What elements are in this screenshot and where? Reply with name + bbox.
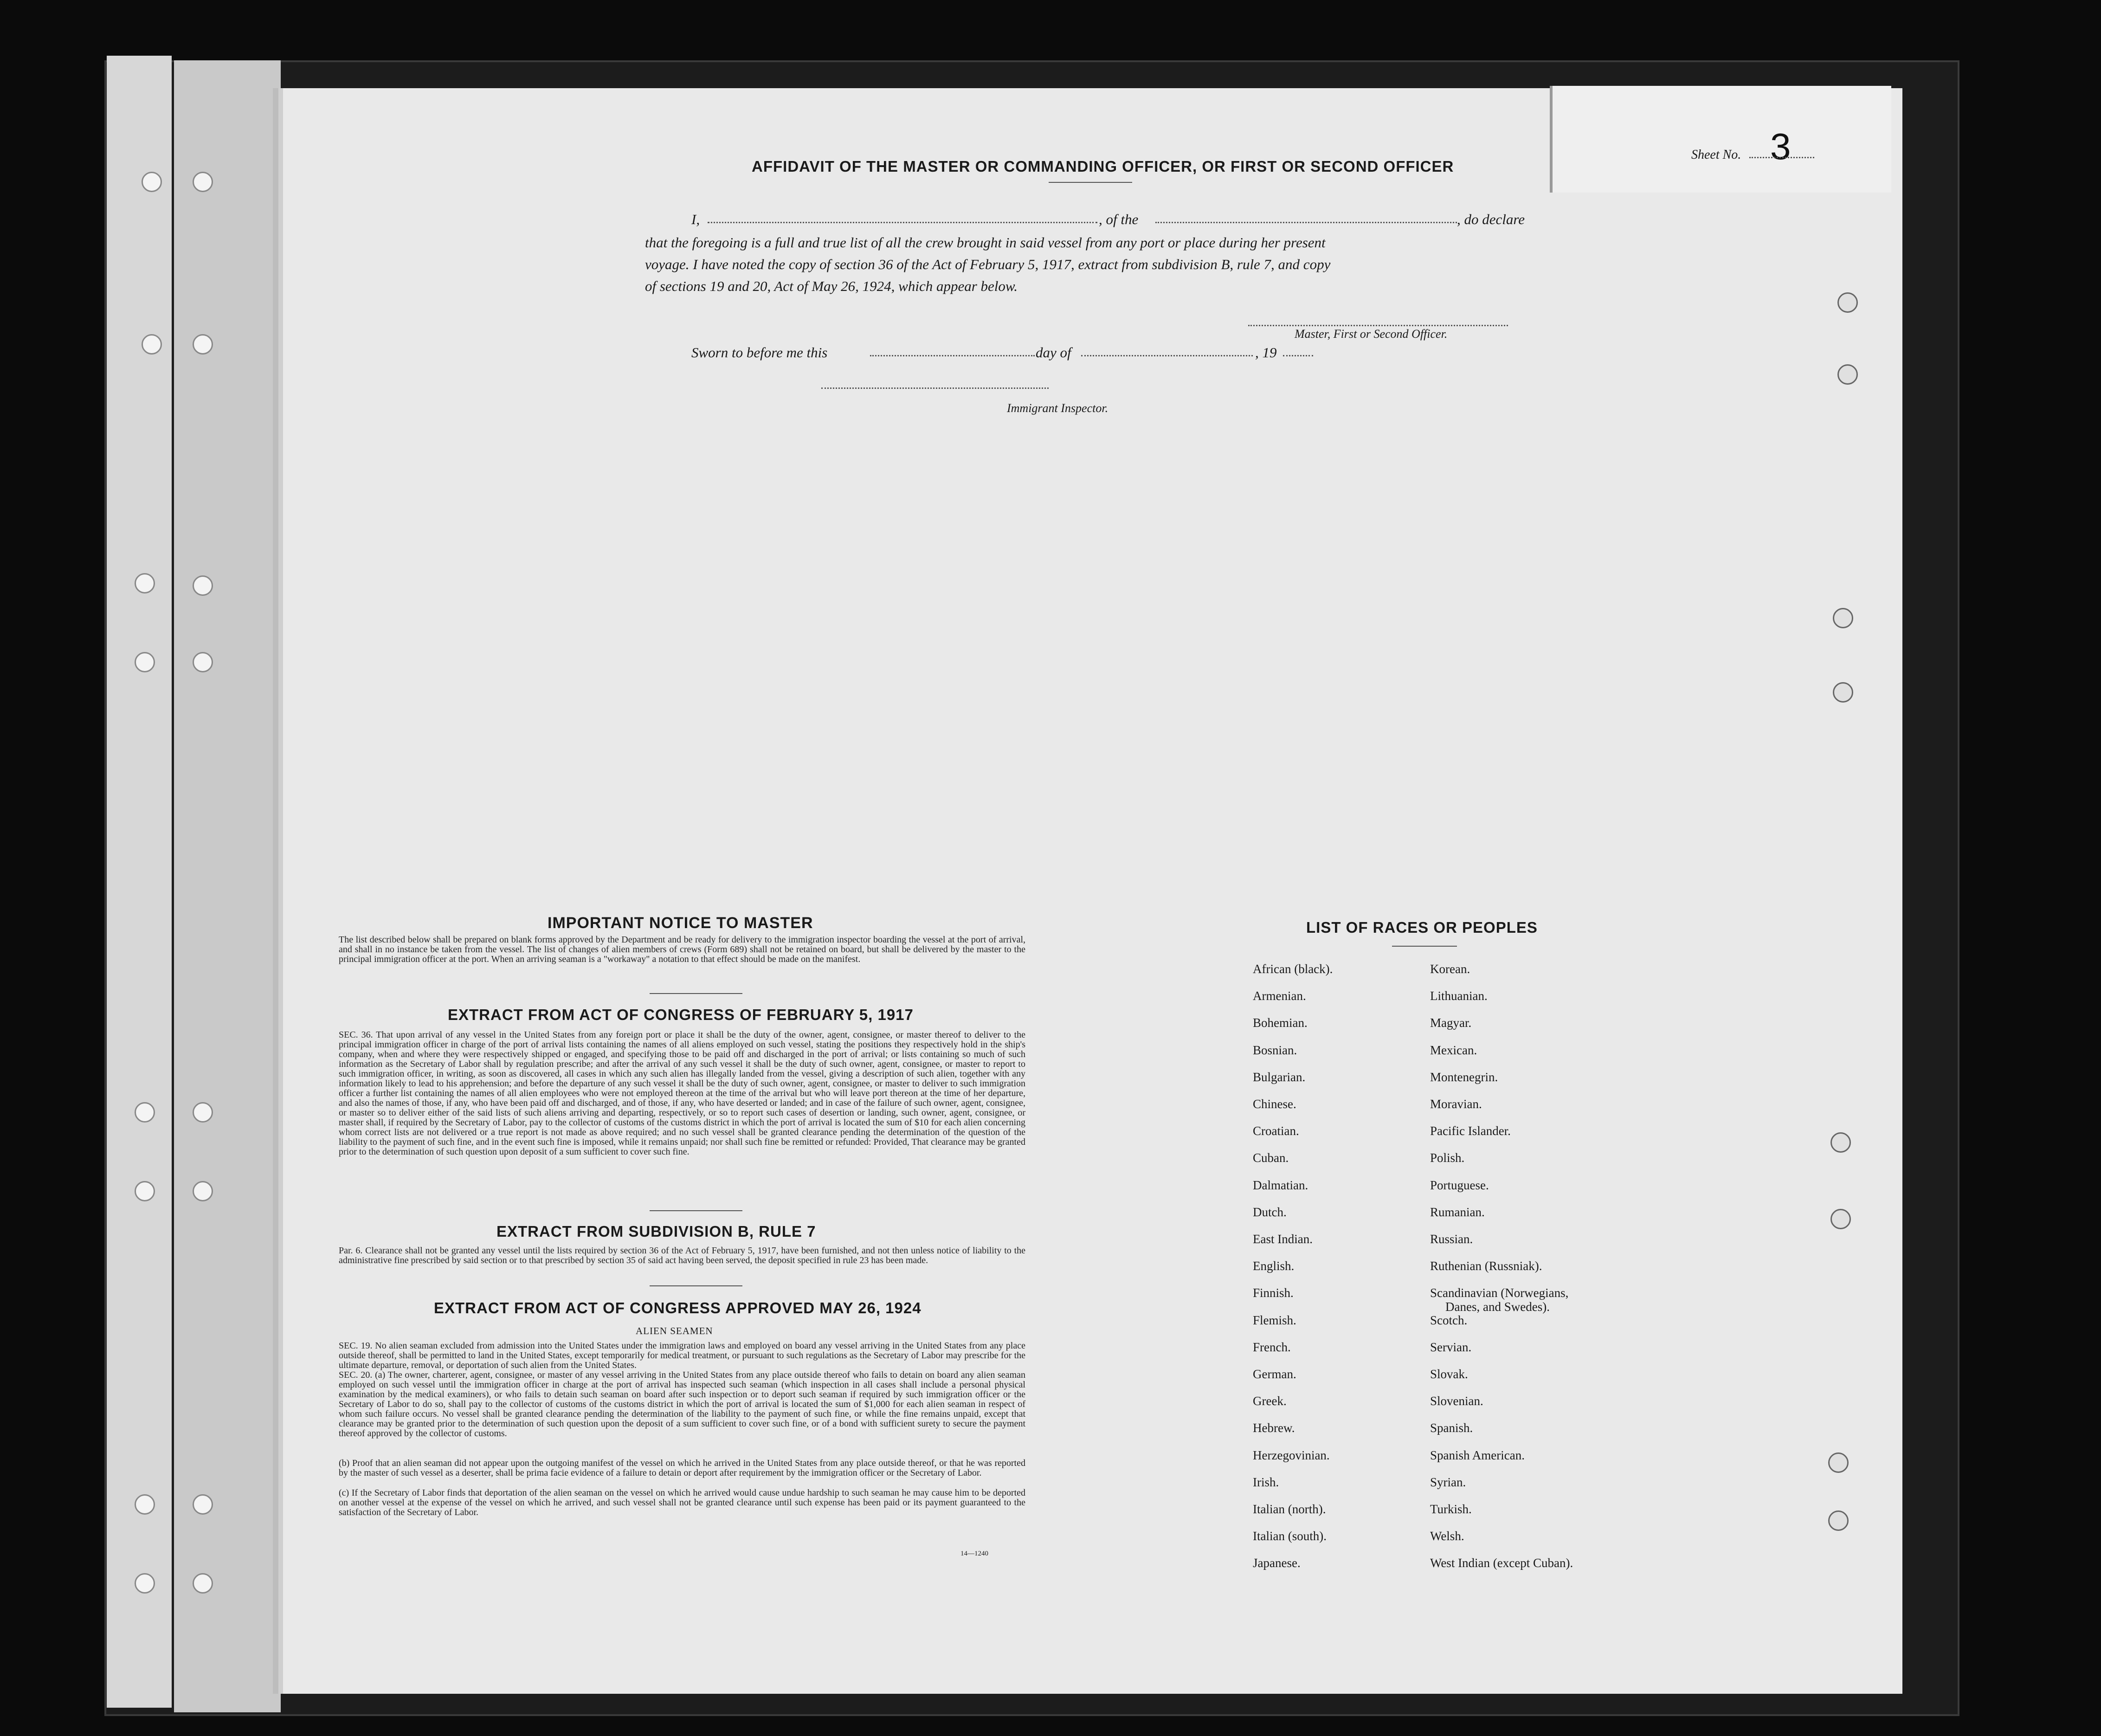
affidavit-title: AFFIDAVIT OF THE MASTER OR COMMANDING OFFICER, OR FIRST OR SECOND OFFICER [752,158,1454,175]
race-item: African (black). [1253,962,1333,976]
race-item: Lithuanian. [1430,989,1488,1003]
rule7-text: Par. 6. Clearance shall not be granted any vessel until the lists required by section 36 of the Act of February 5, 1917, have been furnished, and not then unless notice of liability to the administrative fine prescribed by said section or to that prescribed by section 35 of said act having been served, the deposit specified in rule 23 has been made. [339,1246,1025,1265]
race-item: Russian. [1430,1232,1473,1246]
affidavit-i: I, [691,211,700,227]
day-of-label: day of [1036,344,1071,361]
master-signature-blank[interactable] [1248,325,1508,326]
affidavit-declare: , do declare [1457,211,1525,227]
binder-hole [1837,364,1858,385]
binder-margin [174,60,281,1712]
race-item: Croatian. [1253,1124,1299,1138]
race-item: Spanish. [1430,1421,1473,1435]
sheet-number-handwritten: 3 [1770,126,1791,167]
race-item: Greek. [1253,1394,1287,1408]
race-item: Moravian. [1430,1097,1482,1111]
binder-hole [135,573,155,594]
year-label: , 19 [1255,344,1277,361]
overlay-tab [1550,86,1891,193]
binder-hole [193,1102,213,1123]
extract-1917-title: EXTRACT FROM ACT OF CONGRESS OF FEBRUARY 5, 1917 [448,1006,914,1023]
race-item: Hebrew. [1253,1421,1295,1435]
race-item: Cuban. [1253,1151,1289,1165]
race-item: Ruthenian (Russniak). [1430,1259,1542,1273]
race-item: Slovenian. [1430,1394,1483,1408]
race-item: Welsh. [1430,1529,1464,1543]
race-item: Irish. [1253,1475,1279,1489]
race-item: Finnish. [1253,1286,1294,1300]
notice-title: IMPORTANT NOTICE TO MASTER [548,914,813,932]
extract-1924-title: EXTRACT FROM ACT OF CONGRESS APPROVED MAY 26, 1924 [434,1299,922,1317]
sec20b-text: (b) Proof that an alien seaman did not appear upon the outgoing manifest of the vessel on which he arrived in the United States from any place outside thereof, or that he was reported by the master of such vessel as a deserter, shall be prima facie evidence of a failure to detain or deport after requirement by the immigration officer or the Secretary of Labor. [339,1458,1025,1478]
race-item: Korean. [1430,962,1470,976]
month-blank[interactable] [1081,355,1253,356]
race-item: Mexican. [1430,1043,1477,1057]
race-item: Pacific Islander. [1430,1124,1511,1138]
master-signature-label: Master, First or Second Officer. [1295,327,1448,341]
race-item: Japanese. [1253,1556,1301,1570]
notice-text: The list described below shall be prepared on blank forms approved by the Department and be ready for delivery to the immigration inspector boarding the vessel at the port of arrival, and shall in no instance be taken from the vessel. The list of changes of alien members of crews (Form 689) shall not be retained on board, but shall be delivered by the master to the principal immigration officer at the port. When an arriving seaman is a "workaway" a notation to that effect should be made on the manifest. [339,935,1025,964]
race-item: Bohemian. [1253,1016,1308,1030]
sworn-label: Sworn to before me this [691,344,828,361]
race-item: West Indian (except Cuban). [1430,1556,1573,1570]
form-number: 14—1240 [960,1550,988,1557]
name-blank[interactable] [708,222,1097,223]
binder-hole [193,1573,213,1594]
affidavit-line-4: of sections 19 and 20, Act of May 26, 1924, which appear below. [645,278,1018,294]
race-item: Turkish. [1430,1502,1472,1516]
races-rule [1392,946,1457,947]
race-item: Armenian. [1253,989,1306,1003]
binder-hole [1828,1452,1849,1473]
sheet-number-label: Sheet No. [1691,148,1741,162]
race-item: Danes, and Swedes). [1445,1300,1550,1314]
binder-hole [135,1102,155,1123]
race-item: East Indian. [1253,1232,1313,1246]
rule7-title: EXTRACT FROM SUBDIVISION B, RULE 7 [496,1223,816,1240]
binder-hole [193,575,213,596]
binder-hole [1830,1209,1851,1229]
race-item: Bulgarian. [1253,1070,1306,1084]
extract-1917-text: SEC. 36. That upon arrival of any vessel in the United States from any foreign port or place it shall be the duty of the owner, agent, consignee, or master thereof to deliver to the principal immigration officer in charge of the port of arrival lists containing the names of all aliens employed on such vessel, stating the positions they respectively hold in the ship's company, when and where they were respectively shipped or engaged, and specifying those to be paid off and discharged in the port of arrival; or lists containing so much of such information as the Secretary of Labor shall by regulation prescribe; and after the arrival of any such vessel it shall be the duty of such owner, agent, consignee, or master to report to such immigration officer, in writing, as soon as discovered, all cases in which any such alien has illegally landed from the vessel, giving a description of such alien, together with any information likely to lead to his apprehension; and before the departure of any such vessel it shall be the duty of such owner, agent, consignee, or master to deliver to such immigration officer a further list containing the names of all alien employees who were not employed thereon at the time of the arrival but who will leave port thereon at the time of her departure, and also the names of those, if any, who have been paid off and discharged, and of those, if any, who have deserted or landed; and in case of the failure of such owner, agent, consignee, or master so to deliver either of the said lists of such aliens arriving and departing, respectively, or so to report such cases of desertion or landing, such owner, agent, consignee, or master shall, if required by the Secretary of Labor, pay to the collector of customs of the customs district in which the port of arrival is located the sum of $10 for each alien concerning whom correct lists are not delivered or a true report is not made as above required; and no such vessel shall be granted clearance pending the determination of the question of the liability to the payment of such fine, and in the event such fine is imposed, while it remains unpaid; nor shall such fine be remitted or refunded: Provided, That clearance may be granted prior to the determination of such question upon deposit of a sum sufficient to cover such fine. [339,1030,1025,1157]
sheet-number-line [1749,157,1814,158]
binder-hole [135,1494,155,1515]
race-item: Flemish. [1253,1313,1296,1327]
sec20a-text: SEC. 20. (a) The owner, charterer, agent, consignee, or master of any vessel arriving in the United States from any place outside thereof who fails to detain on board any alien seaman employed on such vessel until the immigration officer in charge at the port of arrival has inspected such seaman (which inspection in all cases shall include a personal physical examination by the medical examiners), or who fails to detain such seaman on board after such inspection or to deport such seaman if required by such immigration officer or the Secretary of Labor to do so, shall pay to the collector of customs of the customs district in which the port of arrival is located the sum of $1,000 for each alien seaman in respect of whom such failure occurs. No vessel shall be granted clearance pending the determination of the liability to the payment of such fine, or while the fine remains unpaid, except that clearance may be granted prior to the determination of such question upon the deposit of a sum sufficient to cover such fine, or of a bond with sufficient surety to secure the payment thereof approved by the collector of customs. [339,1370,1025,1439]
inspector-signature-blank[interactable] [821,387,1049,389]
binder-hole [1830,1132,1851,1153]
vessel-blank[interactable] [1155,222,1457,223]
race-item: Dalmatian. [1253,1178,1308,1192]
race-item: Magyar. [1430,1016,1472,1030]
document-sheet [283,88,1902,1694]
sworn-day-blank[interactable] [870,355,1035,356]
race-item: Rumanian. [1430,1205,1485,1219]
binder-hole [193,652,213,672]
race-item: Scotch. [1430,1313,1468,1327]
race-item: Dutch. [1253,1205,1287,1219]
races-title: LIST OF RACES OR PEOPLES [1306,919,1538,936]
binder-hole [135,1573,155,1594]
binder-hole [135,1181,155,1201]
race-item: Polish. [1430,1151,1465,1165]
binder-hole [135,652,155,672]
inspector-label: Immigrant Inspector. [1007,401,1109,415]
binder-hole [142,334,162,355]
binder-hole [1833,608,1853,628]
race-item: Slovak. [1430,1367,1468,1381]
sec19-text: SEC. 19. No alien seaman excluded from admission into the United States under the immigration laws and employed on board any vessel arriving in the United States from any place outside thereof, shall be permitted to land in the United States, except temporarily for medical treatment, or pursuant to such regulations as the Secretary of Labor may prescribe for the ultimate departure, removal, or deportation of such alien from the United States. [339,1341,1025,1370]
race-item: Bosnian. [1253,1043,1297,1057]
race-item: German. [1253,1367,1296,1381]
binder-strip [107,56,172,1708]
race-item: Spanish American. [1430,1448,1525,1462]
race-item: Chinese. [1253,1097,1296,1111]
alien-seamen-subtitle: ALIEN SEAMEN [636,1325,713,1336]
race-item: Syrian. [1430,1475,1466,1489]
binder-hole [1828,1510,1849,1531]
affidavit-of-the: , of the [1099,211,1139,227]
affidavit-line-2: that the foregoing is a full and true list of all the crew brought in said vessel from any port or place during her present [645,234,1326,251]
sec20c-text: (c) If the Secretary of Labor finds that deportation of the alien seaman on the vessel on which he arrived would cause undue hardship to such seaman he may cause him to be deported on another vessel at the expense of the vessel on which he arrived, and such vessel shall not be granted clearance until such expense has been paid or its payment guaranteed to the satisfaction of the Secretary of Labor. [339,1488,1025,1517]
binder-hole [193,334,213,355]
race-item: Scandinavian (Norwegians, [1430,1286,1569,1300]
race-item: Italian (south). [1253,1529,1327,1543]
race-item: Montenegrin. [1430,1070,1498,1084]
binder-hole [1837,292,1858,313]
binder-hole [193,1494,213,1515]
race-item: French. [1253,1340,1291,1354]
binder-hole [193,172,213,192]
race-item: English. [1253,1259,1295,1273]
race-item: Portuguese. [1430,1178,1489,1192]
section-rule [650,1210,742,1211]
section-rule [650,1285,742,1286]
race-item: Servian. [1430,1340,1472,1354]
year-blank[interactable] [1283,355,1313,356]
affidavit-line-3: voyage. I have noted the copy of section 36 of the Act of February 5, 1917, extract from subdivision B, rule 7, and copy [645,256,1331,272]
binder-hole [142,172,162,192]
binder-hole [1833,682,1853,703]
section-rule [650,993,742,994]
title-rule [1049,182,1132,183]
race-item: Herzegovinian. [1253,1448,1330,1462]
race-item: Italian (north). [1253,1502,1326,1516]
binder-hole [193,1181,213,1201]
